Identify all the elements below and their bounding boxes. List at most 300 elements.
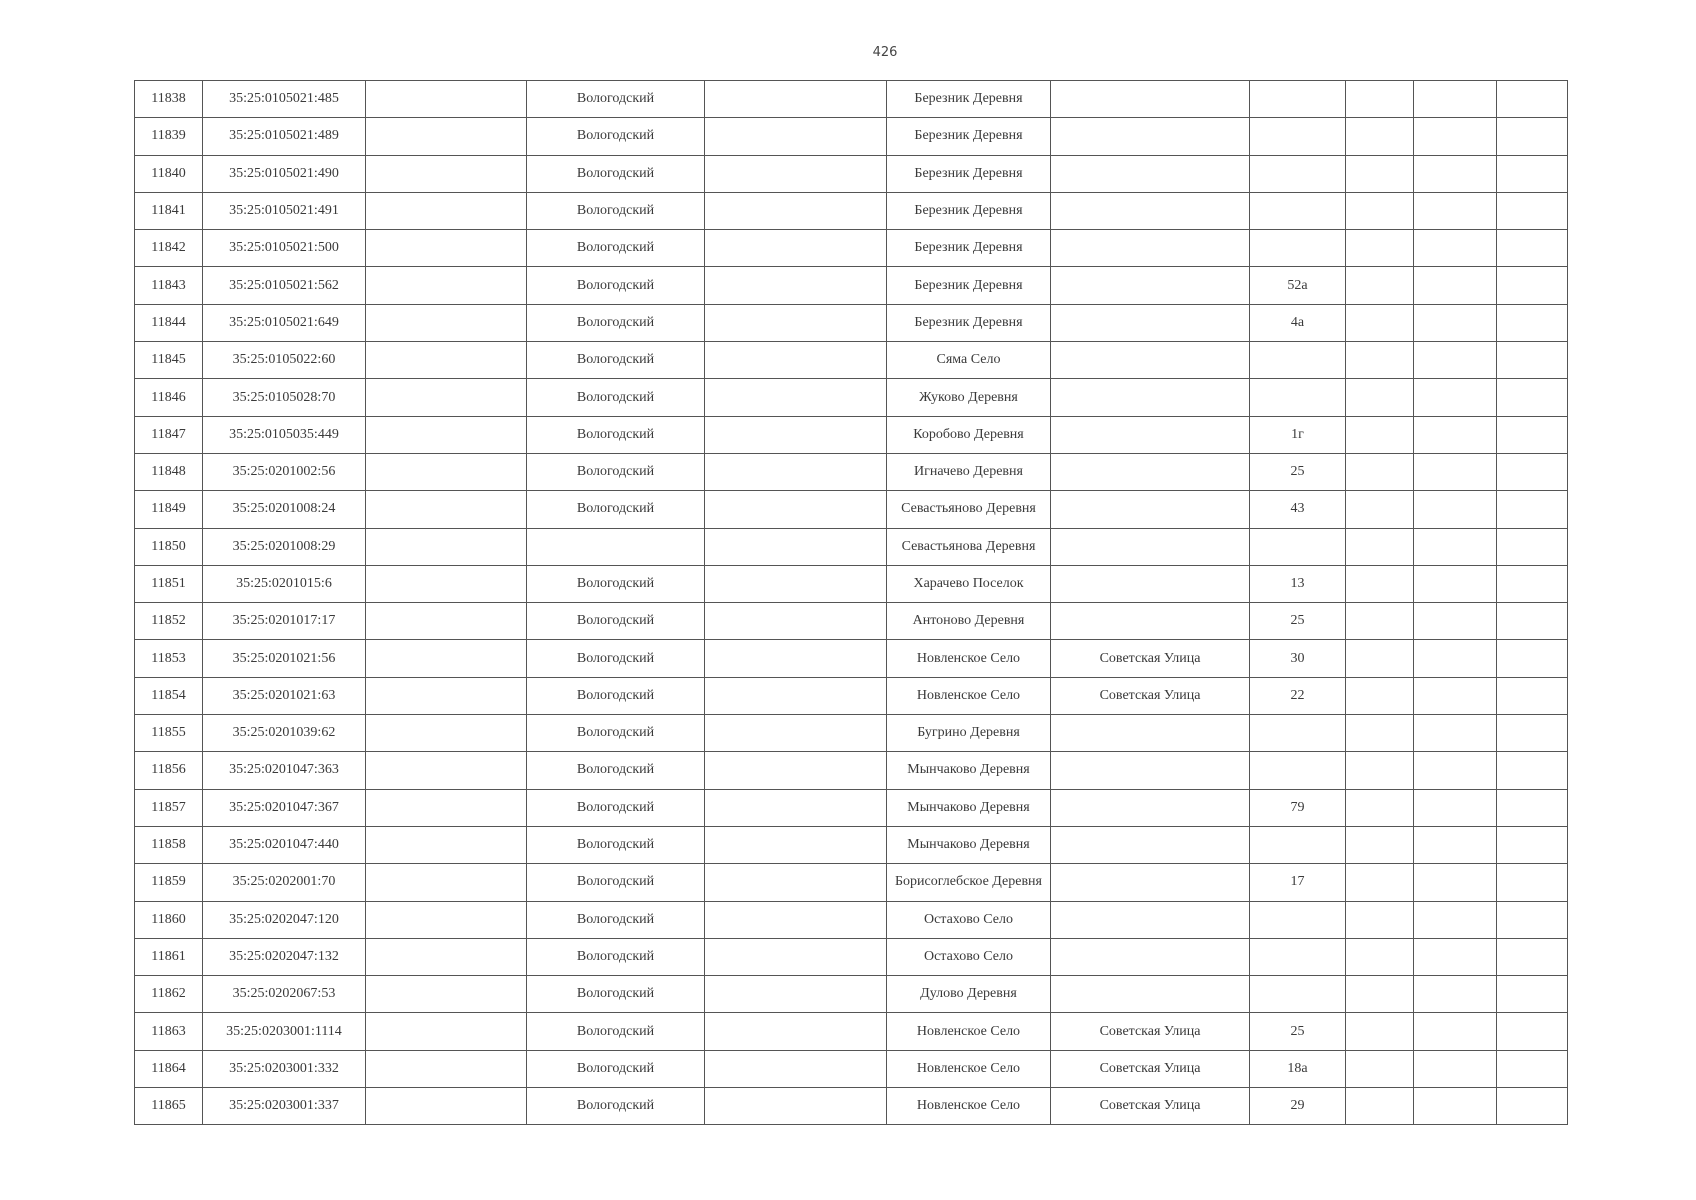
district-cell: Вологодский (527, 826, 705, 863)
street-cell (1051, 118, 1250, 155)
table-row (135, 491, 1568, 528)
empty-cell (366, 342, 527, 379)
cadastral-number-cell: 35:25:0105028:70 (203, 379, 366, 416)
table-body (135, 81, 1568, 1125)
cadastral-number-cell: 35:25:0202001:70 (203, 864, 366, 901)
empty-cell (1346, 752, 1414, 789)
locality-cell: Березник Деревня (887, 304, 1051, 341)
empty-cell (366, 826, 527, 863)
district-cell: Вологодский (527, 453, 705, 490)
cadastral-number-cell: 35:25:0105021:500 (203, 230, 366, 267)
locality-cell: Березник Деревня (887, 118, 1051, 155)
empty-cell (1497, 528, 1568, 565)
empty-cell (705, 453, 887, 490)
table-row (135, 192, 1568, 229)
house-number-cell (1250, 938, 1346, 975)
district-cell: Вологодский (527, 230, 705, 267)
row-number-cell: 11852 (135, 603, 203, 640)
house-number-cell (1250, 826, 1346, 863)
empty-cell (1414, 677, 1497, 714)
empty-cell (705, 565, 887, 602)
street-cell (1051, 230, 1250, 267)
empty-cell (1346, 901, 1414, 938)
district-cell: Вологодский (527, 491, 705, 528)
empty-cell (1497, 938, 1568, 975)
house-number-cell: 25 (1250, 453, 1346, 490)
empty-cell (705, 416, 887, 453)
empty-cell (1346, 864, 1414, 901)
district-cell: Вологодский (527, 677, 705, 714)
street-cell (1051, 976, 1250, 1013)
house-number-cell: 79 (1250, 789, 1346, 826)
empty-cell (1497, 342, 1568, 379)
empty-cell (1346, 528, 1414, 565)
cadastral-number-cell: 35:25:0201047:363 (203, 752, 366, 789)
house-number-cell: 29 (1250, 1088, 1346, 1125)
cadastral-number-cell: 35:25:0201021:63 (203, 677, 366, 714)
district-cell: Вологодский (527, 1013, 705, 1050)
house-number-cell (1250, 230, 1346, 267)
cadastral-number-cell: 35:25:0201017:17 (203, 603, 366, 640)
house-number-cell (1250, 715, 1346, 752)
table-row (135, 304, 1568, 341)
locality-cell: Березник Деревня (887, 155, 1051, 192)
street-cell (1051, 715, 1250, 752)
street-cell (1051, 491, 1250, 528)
table-row (135, 81, 1568, 118)
empty-cell (1414, 715, 1497, 752)
empty-cell (366, 192, 527, 229)
row-number-cell: 11856 (135, 752, 203, 789)
locality-cell: Березник Деревня (887, 267, 1051, 304)
district-cell: Вологодский (527, 1050, 705, 1087)
empty-cell (705, 826, 887, 863)
table-row (135, 976, 1568, 1013)
empty-cell (366, 1013, 527, 1050)
registry-table (134, 80, 1568, 1125)
locality-cell: Остахово Село (887, 938, 1051, 975)
street-cell: Советская Улица (1051, 1013, 1250, 1050)
street-cell (1051, 379, 1250, 416)
empty-cell (705, 976, 887, 1013)
empty-cell (366, 453, 527, 490)
locality-cell: Бугрино Деревня (887, 715, 1051, 752)
locality-cell: Березник Деревня (887, 192, 1051, 229)
table-row (135, 603, 1568, 640)
street-cell (1051, 453, 1250, 490)
empty-cell (1497, 715, 1568, 752)
empty-cell (1497, 677, 1568, 714)
empty-cell (366, 118, 527, 155)
empty-cell (1414, 1050, 1497, 1087)
locality-cell: Новленское Село (887, 1013, 1051, 1050)
empty-cell (1414, 528, 1497, 565)
page-number: 426 (872, 45, 898, 60)
street-cell: Советская Улица (1051, 1050, 1250, 1087)
row-number-cell: 11861 (135, 938, 203, 975)
empty-cell (1346, 155, 1414, 192)
empty-cell (705, 304, 887, 341)
district-cell: Вологодский (527, 938, 705, 975)
empty-cell (1497, 267, 1568, 304)
empty-cell (1414, 752, 1497, 789)
district-cell: Вологодский (527, 640, 705, 677)
locality-cell: Коробово Деревня (887, 416, 1051, 453)
row-number-cell: 11865 (135, 1088, 203, 1125)
locality-cell: Антоново Деревня (887, 603, 1051, 640)
district-cell: Вологодский (527, 565, 705, 602)
empty-cell (705, 752, 887, 789)
street-cell: Советская Улица (1051, 640, 1250, 677)
street-cell (1051, 416, 1250, 453)
empty-cell (1346, 379, 1414, 416)
house-number-cell: 17 (1250, 864, 1346, 901)
empty-cell (366, 1050, 527, 1087)
empty-cell (366, 81, 527, 118)
empty-cell (366, 640, 527, 677)
empty-cell (1497, 976, 1568, 1013)
empty-cell (705, 342, 887, 379)
empty-cell (1346, 826, 1414, 863)
empty-cell (366, 715, 527, 752)
house-number-cell: 4а (1250, 304, 1346, 341)
house-number-cell (1250, 192, 1346, 229)
empty-cell (1346, 192, 1414, 229)
locality-cell: Игначево Деревня (887, 453, 1051, 490)
row-number-cell: 11857 (135, 789, 203, 826)
empty-cell (705, 1050, 887, 1087)
empty-cell (1346, 976, 1414, 1013)
house-number-cell (1250, 752, 1346, 789)
empty-cell (1346, 342, 1414, 379)
row-number-cell: 11858 (135, 826, 203, 863)
empty-cell (705, 192, 887, 229)
locality-cell: Новленское Село (887, 1088, 1051, 1125)
empty-cell (705, 81, 887, 118)
locality-cell: Новленское Село (887, 677, 1051, 714)
row-number-cell: 11844 (135, 304, 203, 341)
street-cell: Советская Улица (1051, 677, 1250, 714)
empty-cell (366, 677, 527, 714)
row-number-cell: 11847 (135, 416, 203, 453)
cadastral-number-cell: 35:25:0202067:53 (203, 976, 366, 1013)
table-row (135, 155, 1568, 192)
cadastral-number-cell: 35:25:0202047:120 (203, 901, 366, 938)
locality-cell: Мынчаково Деревня (887, 826, 1051, 863)
row-number-cell: 11839 (135, 118, 203, 155)
empty-cell (705, 528, 887, 565)
empty-cell (366, 938, 527, 975)
empty-cell (1346, 267, 1414, 304)
locality-cell: Сяма Село (887, 342, 1051, 379)
table-row (135, 565, 1568, 602)
empty-cell (1497, 1050, 1568, 1087)
house-number-cell (1250, 379, 1346, 416)
empty-cell (366, 789, 527, 826)
street-cell (1051, 938, 1250, 975)
table-row (135, 453, 1568, 490)
cadastral-number-cell: 35:25:0201008:24 (203, 491, 366, 528)
house-number-cell (1250, 81, 1346, 118)
empty-cell (1414, 864, 1497, 901)
street-cell (1051, 304, 1250, 341)
cadastral-number-cell: 35:25:0201047:367 (203, 789, 366, 826)
empty-cell (705, 789, 887, 826)
house-number-cell: 43 (1250, 491, 1346, 528)
row-number-cell: 11848 (135, 453, 203, 490)
row-number-cell: 11849 (135, 491, 203, 528)
empty-cell (1346, 1050, 1414, 1087)
empty-cell (1497, 752, 1568, 789)
street-cell (1051, 81, 1250, 118)
house-number-cell: 52а (1250, 267, 1346, 304)
row-number-cell: 11860 (135, 901, 203, 938)
row-number-cell: 11842 (135, 230, 203, 267)
row-number-cell: 11843 (135, 267, 203, 304)
empty-cell (366, 230, 527, 267)
empty-cell (705, 677, 887, 714)
district-cell: Вологодский (527, 789, 705, 826)
empty-cell (1497, 901, 1568, 938)
empty-cell (1346, 715, 1414, 752)
empty-cell (705, 491, 887, 528)
empty-cell (1346, 230, 1414, 267)
empty-cell (1497, 826, 1568, 863)
empty-cell (1414, 938, 1497, 975)
row-number-cell: 11838 (135, 81, 203, 118)
empty-cell (705, 155, 887, 192)
house-number-cell (1250, 342, 1346, 379)
house-number-cell: 25 (1250, 603, 1346, 640)
table-row (135, 789, 1568, 826)
empty-cell (705, 118, 887, 155)
empty-cell (1346, 603, 1414, 640)
district-cell: Вологодский (527, 192, 705, 229)
street-cell (1051, 603, 1250, 640)
empty-cell (1414, 192, 1497, 229)
empty-cell (1346, 565, 1414, 602)
street-cell: Советская Улица (1051, 1088, 1250, 1125)
empty-cell (1414, 81, 1497, 118)
table-row (135, 118, 1568, 155)
district-cell: Вологодский (527, 976, 705, 1013)
cadastral-number-cell: 35:25:0105021:649 (203, 304, 366, 341)
empty-cell (705, 640, 887, 677)
empty-cell (1497, 379, 1568, 416)
empty-cell (705, 267, 887, 304)
locality-cell: Севастьянова Деревня (887, 528, 1051, 565)
empty-cell (1414, 416, 1497, 453)
empty-cell (1346, 81, 1414, 118)
empty-cell (1414, 155, 1497, 192)
cadastral-number-cell: 35:25:0201047:440 (203, 826, 366, 863)
table-row (135, 864, 1568, 901)
empty-cell (1414, 826, 1497, 863)
empty-cell (1346, 453, 1414, 490)
table-row (135, 1013, 1568, 1050)
district-cell: Вологодский (527, 81, 705, 118)
row-number-cell: 11845 (135, 342, 203, 379)
empty-cell (1497, 1013, 1568, 1050)
district-cell: Вологодский (527, 379, 705, 416)
street-cell (1051, 864, 1250, 901)
empty-cell (1414, 603, 1497, 640)
locality-cell: Дулово Деревня (887, 976, 1051, 1013)
row-number-cell: 11841 (135, 192, 203, 229)
empty-cell (705, 1013, 887, 1050)
empty-cell (1497, 603, 1568, 640)
house-number-cell: 30 (1250, 640, 1346, 677)
empty-cell (705, 1088, 887, 1125)
locality-cell: Новленское Село (887, 640, 1051, 677)
locality-cell: Харачево Поселок (887, 565, 1051, 602)
district-cell (527, 528, 705, 565)
house-number-cell (1250, 901, 1346, 938)
street-cell (1051, 192, 1250, 229)
empty-cell (1497, 81, 1568, 118)
empty-cell (1497, 304, 1568, 341)
cadastral-number-cell: 35:25:0105021:490 (203, 155, 366, 192)
row-number-cell: 11851 (135, 565, 203, 602)
street-cell (1051, 155, 1250, 192)
cadastral-number-cell: 35:25:0201039:62 (203, 715, 366, 752)
empty-cell (1346, 416, 1414, 453)
table-row (135, 938, 1568, 975)
house-number-cell: 13 (1250, 565, 1346, 602)
house-number-cell (1250, 155, 1346, 192)
empty-cell (1346, 118, 1414, 155)
empty-cell (366, 752, 527, 789)
table-row (135, 1088, 1568, 1125)
empty-cell (1497, 230, 1568, 267)
house-number-cell: 25 (1250, 1013, 1346, 1050)
row-number-cell: 11850 (135, 528, 203, 565)
row-number-cell: 11862 (135, 976, 203, 1013)
house-number-cell (1250, 976, 1346, 1013)
cadastral-number-cell: 35:25:0203001:332 (203, 1050, 366, 1087)
table-row (135, 826, 1568, 863)
empty-cell (1346, 1088, 1414, 1125)
street-cell (1051, 267, 1250, 304)
street-cell (1051, 901, 1250, 938)
district-cell: Вологодский (527, 864, 705, 901)
empty-cell (1497, 118, 1568, 155)
row-number-cell: 11855 (135, 715, 203, 752)
locality-cell: Севастьяново Деревня (887, 491, 1051, 528)
district-cell: Вологодский (527, 901, 705, 938)
table-row (135, 342, 1568, 379)
empty-cell (1346, 640, 1414, 677)
house-number-cell: 22 (1250, 677, 1346, 714)
empty-cell (1346, 1013, 1414, 1050)
empty-cell (366, 864, 527, 901)
empty-cell (1497, 192, 1568, 229)
empty-cell (1346, 938, 1414, 975)
cadastral-number-cell: 35:25:0105022:60 (203, 342, 366, 379)
cadastral-number-cell: 35:25:0202047:132 (203, 938, 366, 975)
locality-cell: Борисоглебское Деревня (887, 864, 1051, 901)
empty-cell (366, 416, 527, 453)
cadastral-number-cell: 35:25:0201021:56 (203, 640, 366, 677)
house-number-cell: 18а (1250, 1050, 1346, 1087)
empty-cell (1497, 864, 1568, 901)
table-row (135, 715, 1568, 752)
row-number-cell: 11840 (135, 155, 203, 192)
empty-cell (1414, 901, 1497, 938)
empty-cell (366, 491, 527, 528)
empty-cell (705, 864, 887, 901)
empty-cell (1414, 379, 1497, 416)
empty-cell (1414, 118, 1497, 155)
empty-cell (1497, 155, 1568, 192)
street-cell (1051, 752, 1250, 789)
empty-cell (1346, 789, 1414, 826)
house-number-cell: 1г (1250, 416, 1346, 453)
cadastral-number-cell: 35:25:0105035:449 (203, 416, 366, 453)
cadastral-number-cell: 35:25:0203001:337 (203, 1088, 366, 1125)
table-row (135, 230, 1568, 267)
house-number-cell (1250, 118, 1346, 155)
table-row (135, 752, 1568, 789)
empty-cell (1414, 789, 1497, 826)
cadastral-number-cell: 35:25:0203001:1114 (203, 1013, 366, 1050)
empty-cell (1346, 491, 1414, 528)
row-number-cell: 11859 (135, 864, 203, 901)
district-cell: Вологодский (527, 342, 705, 379)
empty-cell (366, 901, 527, 938)
cadastral-number-cell: 35:25:0105021:489 (203, 118, 366, 155)
empty-cell (1414, 565, 1497, 602)
locality-cell: Мынчаково Деревня (887, 789, 1051, 826)
cadastral-number-cell: 35:25:0105021:562 (203, 267, 366, 304)
empty-cell (366, 1088, 527, 1125)
cadastral-number-cell: 35:25:0201015:6 (203, 565, 366, 602)
row-number-cell: 11854 (135, 677, 203, 714)
empty-cell (1497, 565, 1568, 602)
row-number-cell: 11846 (135, 379, 203, 416)
row-number-cell: 11853 (135, 640, 203, 677)
empty-cell (1497, 491, 1568, 528)
table-row (135, 640, 1568, 677)
street-cell (1051, 789, 1250, 826)
empty-cell (1346, 677, 1414, 714)
empty-cell (366, 379, 527, 416)
table-row (135, 379, 1568, 416)
empty-cell (1497, 789, 1568, 826)
street-cell (1051, 528, 1250, 565)
district-cell: Вологодский (527, 1088, 705, 1125)
empty-cell (1414, 304, 1497, 341)
district-cell: Вологодский (527, 304, 705, 341)
empty-cell (1414, 640, 1497, 677)
empty-cell (366, 155, 527, 192)
empty-cell (705, 938, 887, 975)
empty-cell (1497, 416, 1568, 453)
street-cell (1051, 342, 1250, 379)
locality-cell: Жуково Деревня (887, 379, 1051, 416)
district-cell: Вологодский (527, 416, 705, 453)
table-row (135, 1050, 1568, 1087)
locality-cell: Мынчаково Деревня (887, 752, 1051, 789)
district-cell: Вологодский (527, 752, 705, 789)
empty-cell (1414, 267, 1497, 304)
empty-cell (1414, 342, 1497, 379)
street-cell (1051, 565, 1250, 602)
table-row (135, 416, 1568, 453)
locality-cell: Остахово Село (887, 901, 1051, 938)
empty-cell (1497, 640, 1568, 677)
empty-cell (366, 976, 527, 1013)
